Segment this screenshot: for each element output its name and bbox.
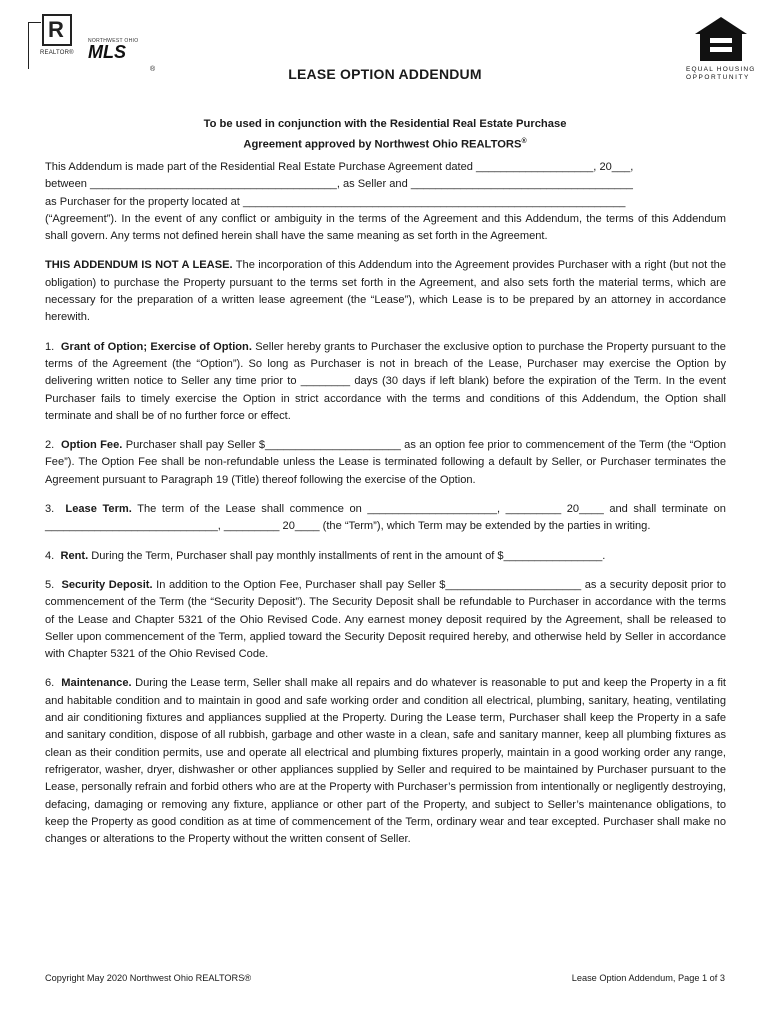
intro-paragraph: (“Agreement”). In the event of any conflict or ambiguity in the terms of the Agreement and this Addendum, the terms of this Addendum shall govern. Any terms not defined herein shall have the same meaning as set forth in the Agreement. <box>45 212 726 243</box>
equal-housing-text: EQUAL HOUSING <box>686 66 756 73</box>
realtor-logo-icon: R <box>42 14 72 46</box>
mls-small-text: NORTHWEST OHIO <box>88 38 139 44</box>
section-3-heading: Lease Term. <box>65 503 132 516</box>
opportunity-text: OPPORTUNITY <box>686 74 750 81</box>
footer-copyright: Copyright May 2020 Northwest Ohio REALTORS® <box>45 973 252 983</box>
intro-line-2[interactable]: between ________________________________________, as Seller and ____________________________________ <box>45 178 633 191</box>
section-4: 4. Rent. During the Term, Purchaser shall pay monthly installments of rent in the amount of $________________. <box>45 549 606 562</box>
section-6: 6. Maintenance. During the Lease term, Seller shall make all repairs and do whatever is reasonable to put and keep the Property in a fit and habitable condition and to maintain in good and safe working order and condition all electrical, plumbing, sanitary, heating, ventilating and air conditioning fixtures and appliances supplied at the Property. During the Lease term, Purchaser shall keep the Property in a safe and sanitary condition, dispose of all rubbish, garbage and other waste in a clean, safe and sanitary manner, keep all plumbing fixtures as clean as their condition permits, use and operate all electrical and plumbing fixtures properly, maintain in a good working order any range, refrigerator, washer, dryer, dishwasher or other appliances supplied by Seller and required to be maintained by Purchaser pursuant to the Lease, personally refrain and forbid others who are at the Property with Purchaser’s permission from intentionally or negligently destroying, defacing, damaging or removing any fixture, appliance or other part of the Property, and subject to Seller’s maintenance obligations, to keep the Property as good condition as at time of commencement of the Term, ordinary wear and tear excepted. Purchaser shall make no changes or alterations to the Property without the written consent of Seller. <box>45 677 726 846</box>
document-body <box>45 159 726 848</box>
section-5-heading: Security Deposit. <box>61 578 153 591</box>
section-2-heading: Option Fee. <box>61 439 123 452</box>
footer-page-number: Lease Option Addendum, Page 1 of 3 <box>571 973 725 983</box>
section-1-heading: Grant of Option; Exercise of Option. <box>60 340 252 353</box>
section-4-heading: Rent. <box>60 549 89 562</box>
corner-mark <box>28 22 41 69</box>
realtor-logo-text: REALTOR® <box>40 50 74 56</box>
section-3: 3. Lease Term. The term of the Lease shall commence on _____________________, _________ 20____ and shall terminate on ____________________________, _________ 20____ (the “Term”), which Term may be extended by the parties in writing. <box>45 503 726 533</box>
subtitle <box>0 116 770 154</box>
mls-logo-text: MLS <box>88 42 126 62</box>
section-1: 1. Grant of Option; Exercise of Option. Seller hereby grants to Purchaser the exclusive option to purchase the Property pursuant to the terms of the Agreement (the “Option”). So long as Purchaser is not in breach of the Lease, Purchaser may exercise the Option by delivering written notice to Seller any time prior to ________ days (30 days if left blank) before the expiration of the Term. In the event Purchaser fails to timely exercise the Option in strict accordance with the terms and conditions of this Addendum, the Option shall terminate and shall be of no further force or effect. <box>45 340 726 422</box>
intro-line-3[interactable]: as Purchaser for the property located at ______________________________________________________________ <box>45 195 626 208</box>
page-title: LEASE OPTION ADDENDUM <box>288 66 482 82</box>
subtitle-line-2: Agreement approved by Northwest Ohio REALTORS® <box>243 138 527 151</box>
subtitle-line-1: To be used in conjunction with the Residential Real Estate Purchase <box>203 118 567 130</box>
intro-line-1[interactable]: This Addendum is made part of the Residential Real Estate Purchase Agreement dated ___________________, 20___, <box>45 161 634 173</box>
registered-mark: ® <box>150 66 156 73</box>
section-6-heading: Maintenance. <box>61 677 132 690</box>
house-icon <box>694 16 748 62</box>
section-2: 2. Option Fee. Purchaser shall pay Seller $______________________ as an option fee prior to commencement of the Term (the “Option Fee”). The Option Fee shall be non-refundable unless the Lease is terminated following a default by Seller, or Purchaser terminates the Agreement pursuant to Paragraph 19 (Title) thereof following the exercise of the Option. <box>45 439 726 486</box>
section-5: 5. Security Deposit. In addition to the Option Fee, Purchaser shall pay Seller $______________________ as a security deposit prior to commencement of the Term (the “Security Deposit”). The Security Deposit shall be refundable to Purchaser in accordance with the terms of the Lease and Chapter 5321 of the Ohio Revised Code. Any earnest money deposit required by the Agreement, shall be released to Seller upon commencement of the Term, applied toward the Security Deposit required hereby, and otherwise held by Seller in accordance with Chapter 5321 of the Ohio Revised Code. <box>45 578 726 661</box>
not-lease-paragraph: THIS ADDENDUM IS NOT A LEASE. The incorporation of this Addendum into the Agreement provides Purchaser with a right (but not the obligation) to purchase the Property pursuant to the terms set forth in the Agreement, and also sets forth the material terms, which are necessary for the preparation of a written lease agreement (the “Lease”), which Lease is to be prepared by an attorney in accordance herewith. <box>45 259 726 324</box>
